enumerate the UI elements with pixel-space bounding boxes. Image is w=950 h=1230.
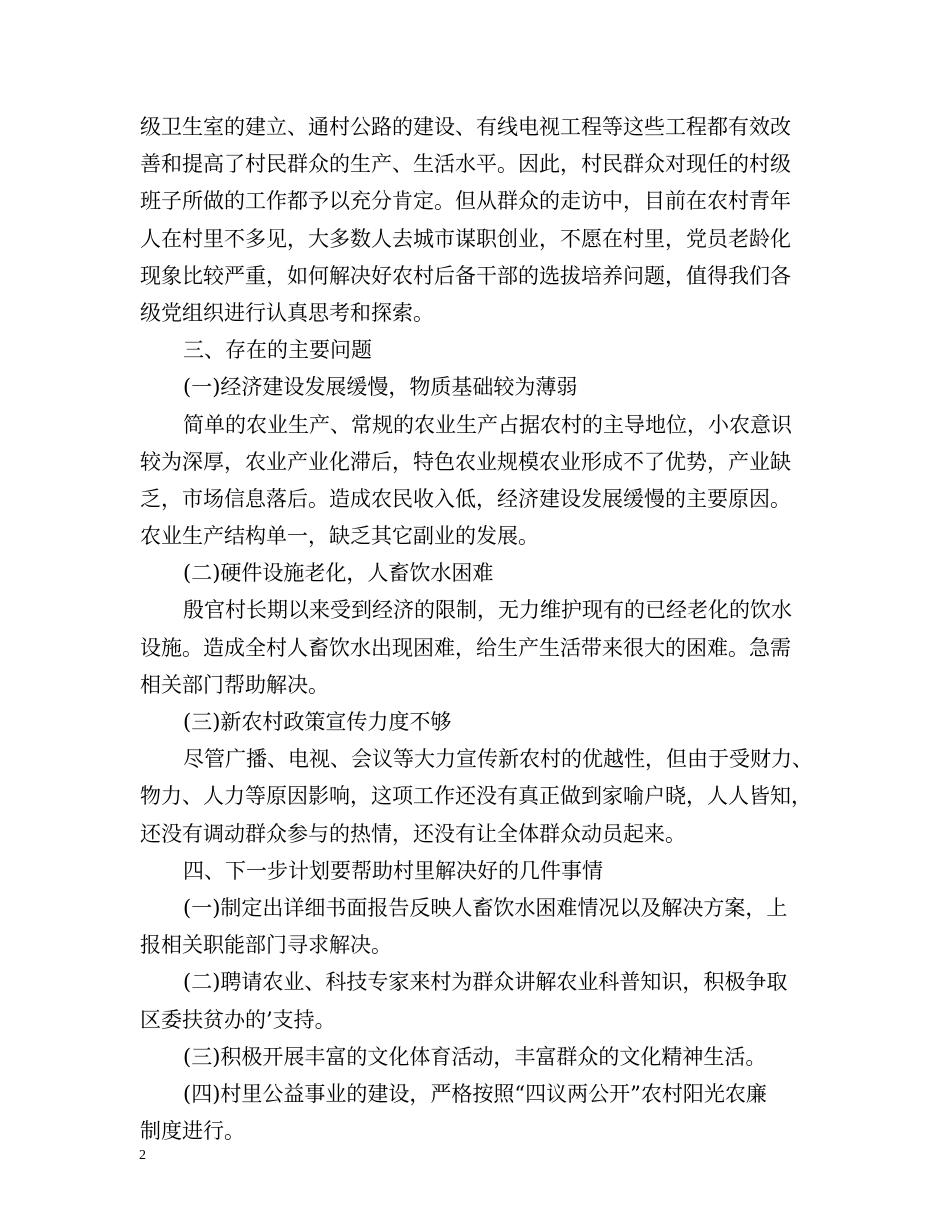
text-line: 善和提高了村民群众的生产、生活水平。因此，村民群众对现任的村级 <box>140 152 791 177</box>
text-line: 三、存在的主要问题 <box>183 338 372 363</box>
text-line: 制度进行。 <box>140 1119 245 1144</box>
text-line: 较为深厚，农业产业化滞后，特色农业规模农业形成不了优势，产业缺 <box>140 449 791 474</box>
text-line: 级党组织进行认真思考和探索。 <box>140 300 434 325</box>
text-line: 设施。造成全村人畜饮水出现困难，给生产生活带来很大的困难。急需 <box>140 635 791 660</box>
text-line: (四)村里公益事业的建设，严格按照“四议两公开”农村阳光农廉 <box>183 1081 767 1106</box>
text-line: 农业生产结构单一，缺乏其它副业的发展。 <box>140 524 539 549</box>
text-line: 物力、人力等原因影响，这项工作还没有真正做到家喻户晓，人人皆知， <box>140 784 812 809</box>
document-body <box>140 110 840 1151</box>
text-line: 尽管广播、电视、会议等大力宣传新农村的优越性，但由于受财力、 <box>183 747 813 772</box>
text-line: 区委扶贫办的’支持。 <box>140 1007 336 1032</box>
text-line: (三)积极开展丰富的文化体育活动，丰富群众的文化精神生活。 <box>183 1044 767 1069</box>
text-line: 殷官村长期以来受到经济的限制，无力维护现有的已经老化的饮水 <box>183 598 792 623</box>
text-line: 报相关职能部门寻求解决。 <box>140 933 392 958</box>
text-line: 四、下一步计划要帮助村里解决好的几件事情 <box>183 858 603 883</box>
text-line: (一)经济建设发展缓慢，物质基础较为薄弱 <box>183 375 578 400</box>
text-line: 班子所做的工作都予以充分肯定。但从群众的走访中，目前在农村青年 <box>140 189 791 214</box>
text-line: 级卫生室的建立、通村公路的建设、有线电视工程等这些工程都有效改 <box>140 115 791 139</box>
text-line: (一)制定出详细书面报告反映人畜饮水困难情况以及解决方案，上 <box>183 895 788 920</box>
text-line: 人在村里不多见，大多数人去城市谋职创业，不愿在村里，党员老龄化 <box>140 226 791 251</box>
text-line: 还没有调动群众参与的热情，还没有让全体群众动员起来。 <box>140 821 686 846</box>
page-number: 2 <box>139 1148 146 1163</box>
text-line: 相关部门帮助解决。 <box>140 672 329 697</box>
text-line: (二)聘请农业、科技专家来村为群众讲解农业科普知识，积极争取 <box>183 970 788 995</box>
text-line: 乏，市场信息落后。造成农民收入低，经济建设发展缓慢的主要原因。 <box>140 486 791 511</box>
text-line: 简单的农业生产、常规的农业生产占据农村的主导地位，小农意识 <box>183 412 792 437</box>
text-line: 现象比较严重，如何解决好农村后备干部的选拔培养问题，值得我们各 <box>140 263 791 288</box>
text-line: (二)硬件设施老化，人畜饮水困难 <box>183 561 494 586</box>
text-line: (三)新农村政策宣传力度不够 <box>183 710 452 734</box>
